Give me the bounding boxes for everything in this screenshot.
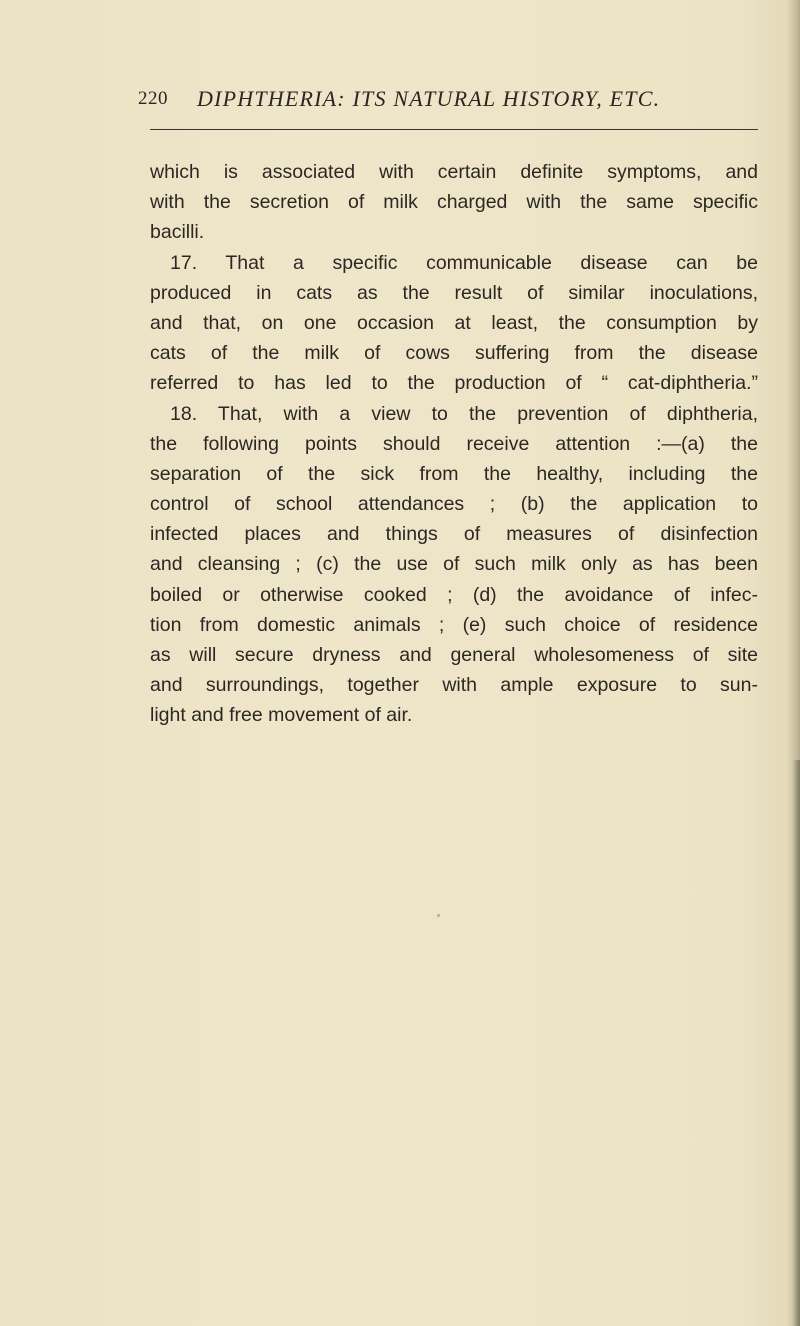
text-line: referred to has led to the production of “ cat-diphtheria.”	[150, 372, 758, 395]
text-line: as will secure dryness and general wholesomeness of site	[150, 644, 758, 666]
running-title: DIPHTHERIA: ITS NATURAL HISTORY, ETC.	[197, 86, 661, 111]
text-line: cats of the milk of cows suffering from the disease	[150, 342, 758, 365]
paragraph-17-start: 17. That a specific communicable disease can be	[170, 251, 758, 274]
body-text	[150, 157, 758, 731]
text-line: and surroundings, together with ample exposure to sun-	[150, 674, 758, 697]
text-line: tion from domestic animals ; (e) such choice of residence	[150, 613, 758, 636]
paragraph-18-start: 18. That, with a view to the prevention of diphtheria,	[170, 402, 758, 425]
text-line: produced in cats as the result of similar inoculations,	[150, 281, 758, 304]
page-header	[138, 88, 758, 124]
text-line: bacilli.	[150, 221, 205, 244]
text-line: light and free movement of air.	[150, 704, 413, 727]
text-line: and cleansing ; (c) the use of such milk only as has been	[150, 553, 758, 576]
text-line: control of school attendances ; (b) the application to	[150, 493, 758, 516]
text-line: the following points should receive attention :—(a) the	[150, 432, 758, 455]
text-line: separation of the sick from the healthy, including the	[150, 462, 758, 485]
page-number: 220	[138, 88, 168, 109]
text-line: with the secretion of milk charged with the same specific	[150, 191, 758, 214]
header-rule	[150, 129, 758, 130]
text-line: and that, on one occasion at least, the consumption by	[150, 311, 758, 334]
text-line: infected places and things of measures of disinfection	[150, 523, 758, 546]
text-line: which is associated with certain definite symptoms, and	[150, 161, 758, 183]
page-edge-dark	[792, 760, 800, 1326]
paper-speck	[437, 914, 440, 917]
text-line: boiled or otherwise cooked ; (d) the avoidance of infec-	[150, 583, 758, 606]
